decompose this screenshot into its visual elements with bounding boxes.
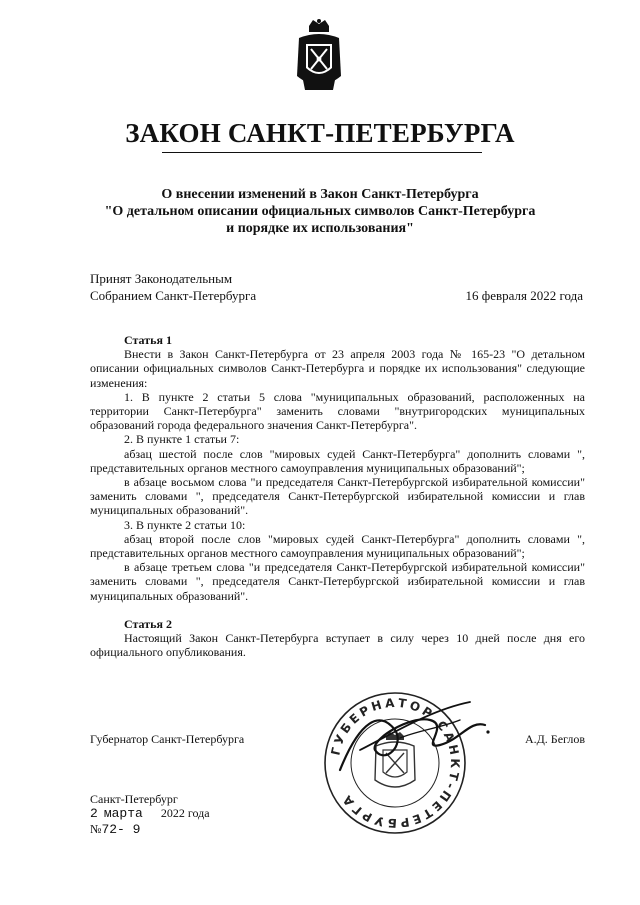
coat-of-arms-icon <box>293 18 345 98</box>
article-1-item-3a: абзац второй после слов "мировых судей Санкт-Петербурга" дополнить словами ", представительных органов местного самоуправления муниципальных образований"; <box>90 531 585 561</box>
governor-name: А.Д. Беглов <box>524 732 585 746</box>
number-value: 72- 9 <box>101 822 141 837</box>
adoption-line: Принят Законодательным <box>90 271 233 286</box>
title-underline <box>162 152 482 153</box>
article-1-item-1: 1. В пункте 2 статьи 5 слова "муниципальных образований, расположенных на территории Санкт-Петербурга" заменить словами "внутригородских муниципальных образований города федерального значения Санкт-Петербурга". <box>90 389 585 433</box>
article-1-item-3b: в абзаце третьем слова "и председателя Санкт-Петербургской избирательной комиссии" заменить словами ", председателя Санкт-Петербургской избирательной комиссии и глав муниципальных образований". <box>90 560 585 603</box>
law-body <box>90 333 585 659</box>
article-1-item-3: 3. В пункте 2 статьи 10: <box>124 517 246 532</box>
adoption-line: Собранием Санкт-Петербурга <box>90 288 257 303</box>
subtitle-line: и порядке их использования" <box>226 221 414 236</box>
adoption-body <box>90 270 256 304</box>
signing-year: 2022 года <box>160 806 210 820</box>
seal-text: ГУБЕРНАТОР САНКТ-ПЕТЕРБУРГА <box>328 695 463 831</box>
article-1-item-2b: в абзаце восьмом слова "и председателя Санкт-Петербургской избирательной комиссии" заменить словами ", председателя Санкт-Петербургской избирательной комиссии и глав муниципальных образований". <box>90 475 585 518</box>
signing-month: марта <box>103 806 143 821</box>
subtitle-line: О внесении изменений в Закон Санкт-Петербурга <box>161 187 479 202</box>
signing-place: Санкт-Петербург <box>90 792 178 806</box>
article-1-intro: Внести в Закон Санкт-Петербурга от 23 апреля 2003 года № 165-23 "О детальном описании официальных символов Санкт-Петербурга и порядке их использования" следующие изменения: <box>90 347 585 390</box>
law-subtitle <box>0 186 640 237</box>
law-title: ЗАКОН САНКТ-ПЕТЕРБУРГА <box>125 118 515 148</box>
subtitle-line: "О детальном описании официальных символов Санкт-Петербурга <box>104 204 536 219</box>
number-prefix: № <box>90 822 102 836</box>
law-number <box>90 822 140 837</box>
signing-date <box>90 806 210 821</box>
governor-title: Губернатор Санкт-Петербурга <box>90 732 245 746</box>
article-1-item-2a: абзац шестой после слов "мировых судей Санкт-Петербурга" дополнить словами ", представительных органов местного самоуправления муниципальных образований"; <box>90 446 585 475</box>
article-2-text: Настоящий Закон Санкт-Петербурга вступает в силу через 10 дней после дня его официального опубликования. <box>90 631 585 660</box>
adoption-date: 16 февраля 2022 года <box>465 288 583 303</box>
article-2-heading: Статья 2 <box>124 616 172 631</box>
article-1-item-2: 2. В пункте 1 статьи 7: <box>124 432 240 447</box>
governor-signature <box>300 690 500 800</box>
article-1-heading: Статья 1 <box>124 333 172 347</box>
spacer <box>90 603 585 617</box>
signing-day: 2 <box>90 806 98 821</box>
